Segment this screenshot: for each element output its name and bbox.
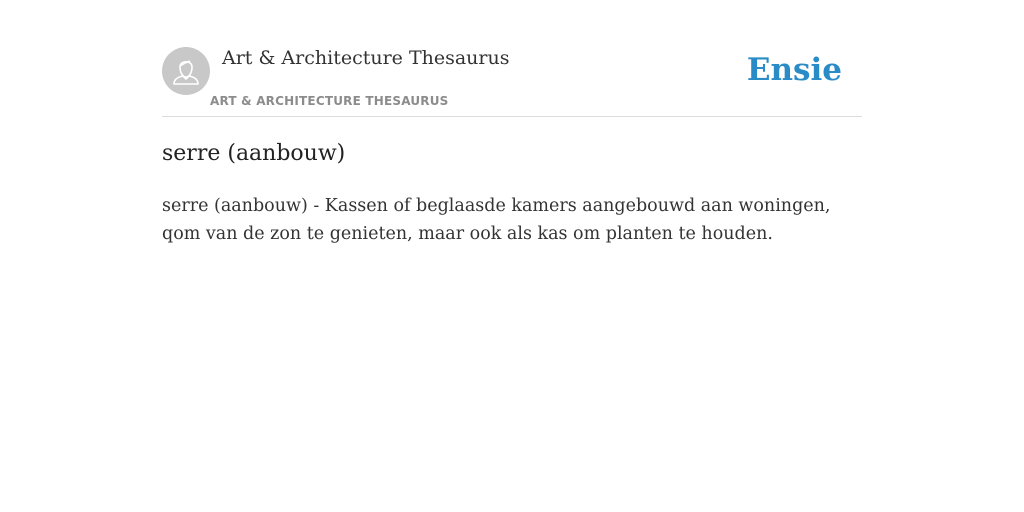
source-name[interactable]: Art & Architecture Thesaurus <box>222 47 510 69</box>
source-caption: ART & ARCHITECTURE THESAURUS <box>210 94 449 108</box>
ensie-logo-link[interactable]: Ensie <box>746 52 842 88</box>
term-definition: serre (aanbouw) - Kassen of beglaasde kamers aangebouwd aan woningen, qom van de zon te genieten, maar ook als kas om planten te houden. <box>162 196 831 244</box>
user-icon <box>162 47 210 95</box>
content-container <box>162 0 862 244</box>
source-avatar[interactable] <box>162 47 210 95</box>
source-header <box>162 0 862 117</box>
term-title: serre (aanbouw) <box>162 141 346 166</box>
